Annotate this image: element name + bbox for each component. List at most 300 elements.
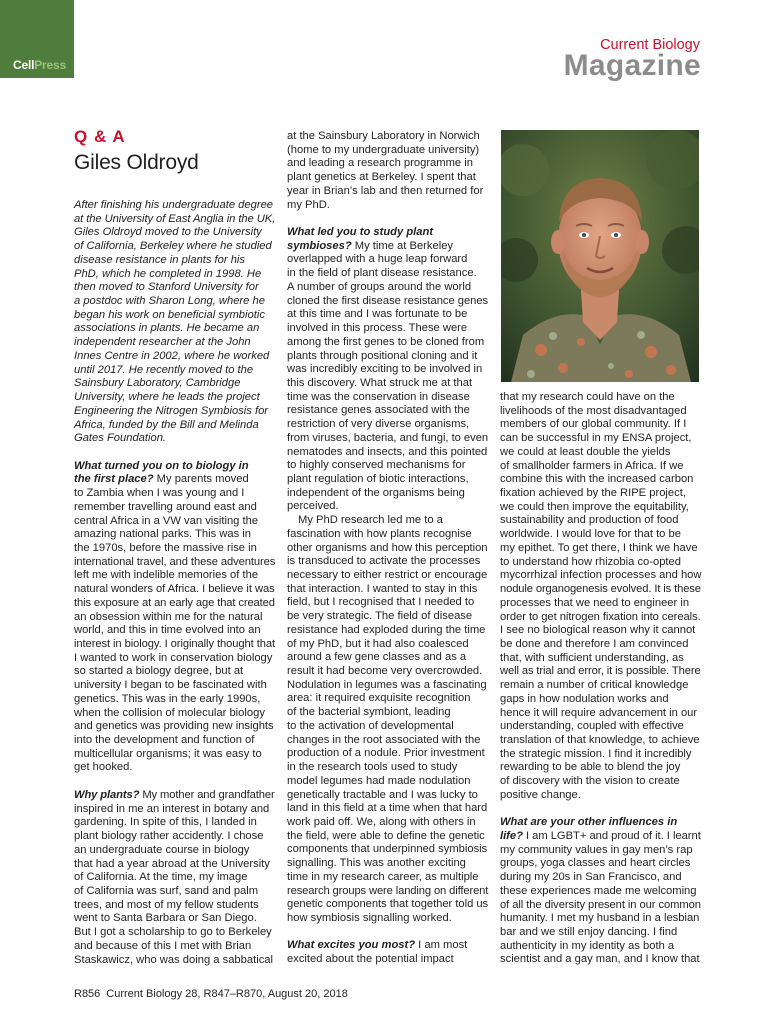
answer-text: remember travelling around east and (74, 500, 257, 513)
answer-text: at the Sainsbury Laboratory in Norwich (287, 130, 480, 142)
answer-text: we could at least double the yields (500, 445, 671, 458)
answer-text: University, where he leads the project (74, 391, 260, 404)
text-line (500, 748, 700, 762)
text-line (74, 748, 274, 762)
text-line (500, 514, 700, 528)
question-text: the first place? (74, 473, 154, 486)
question-text: What turned you on to biology in (74, 459, 249, 472)
answer-text: until 2017. He recently moved to the (74, 363, 254, 376)
answer-text: time was the conservation in disease (287, 390, 470, 403)
answer-text: these experiences made me welcoming (500, 884, 697, 897)
text-line (287, 446, 487, 460)
text-line (74, 611, 274, 625)
article-kicker: Q & A (74, 127, 126, 146)
text-line (287, 459, 487, 473)
text-line (74, 556, 274, 570)
answer-text: groups, yoga classes and heart circles (500, 857, 691, 870)
answer-text: research groups were landing on different (287, 884, 489, 897)
answer-text: left me with indelible memories of the (74, 569, 259, 582)
intro-line (74, 295, 274, 309)
answer-text: central Africa in a VW van visiting the (74, 514, 259, 527)
answer-text: authenticity in my identity as both a (500, 939, 675, 952)
answer-text: Staskawicz, who was doing a sabbatical (74, 953, 273, 966)
answer-text: components that underpinned symbiosis (287, 843, 488, 856)
answer-text: gardening. In spite of this, I landed in (74, 816, 257, 829)
answer-text: plants through positional cloning and it (287, 349, 478, 362)
text-line (500, 844, 700, 858)
text-line (500, 611, 700, 625)
text-line (74, 638, 274, 652)
paragraph-gap (74, 446, 274, 460)
answer-text: then moved to Stanford University for (74, 281, 259, 294)
answer-text: time in my research career, as multiple (287, 870, 479, 883)
answer-text: of all the diversity present in our common (500, 898, 701, 911)
answer-text: plant genetics at Berkeley. I spent that (287, 171, 476, 184)
answer-text: and leading a research programme in (287, 157, 473, 170)
answer-text: My time at Berkeley (351, 239, 454, 252)
text-line (500, 542, 700, 556)
text-line (287, 885, 487, 899)
text-line (287, 871, 487, 885)
intro-line (74, 364, 274, 378)
answer-text: this discovery. What struck me at that (287, 376, 473, 389)
answer-text: mycorrhizal infection processes and how (500, 569, 702, 582)
intro-line (74, 419, 274, 433)
paragraph-gap (287, 926, 487, 940)
answer-text: changes in the root associated with the (287, 733, 481, 746)
answer-text: my community values in gay men’s rap (500, 843, 693, 856)
text-line (500, 693, 700, 707)
text-line (287, 500, 487, 514)
text-line (500, 638, 700, 652)
text-line (287, 295, 487, 309)
text-column-3 (500, 391, 700, 967)
text-line (500, 720, 700, 734)
text-line (287, 377, 487, 391)
answer-text: of the bacterial symbiont, leading (287, 706, 451, 719)
answer-text: result it had become very overcrowded. (287, 665, 483, 678)
text-line (287, 226, 487, 240)
question-text: What excites you most? (287, 939, 416, 952)
answer-text: I wanted to work in conservation biology (74, 651, 273, 664)
text-line (287, 898, 487, 912)
text-line (74, 693, 274, 707)
answer-text: when the collision of molecular biology (74, 706, 265, 719)
text-line (500, 460, 700, 474)
question-text: What are your other influences in (500, 816, 678, 829)
answer-text: this exposure at an early age that created (74, 596, 275, 609)
text-line (287, 555, 487, 569)
question-text: Why plants? (74, 788, 140, 801)
answer-text: Innes Centre in 2002, where he worked (74, 349, 270, 362)
answer-text: gaps in how nodulation works and (500, 692, 669, 705)
answer-text: scientist and a gay man, and I know that (500, 953, 700, 966)
text-line (287, 651, 487, 665)
text-line (74, 858, 274, 872)
answer-text: fascination with how plants recognise (287, 527, 472, 540)
answer-text: Gates Foundation. (74, 432, 167, 445)
text-line (287, 569, 487, 583)
text-line (287, 336, 487, 350)
text-line (287, 596, 487, 610)
answer-text: and because of this I met with Brian (74, 939, 252, 952)
answer-text: overlapped with a huge leap forward (287, 253, 468, 266)
answer-text: excited about the potential impact (287, 953, 454, 966)
text-line (74, 487, 274, 501)
text-line (500, 652, 700, 666)
answer-text: year in Brian’s lab and then returned for (287, 184, 484, 197)
answer-text: positive change. (500, 788, 581, 801)
answer-text: at the University of East Anglia in the UK, (74, 212, 276, 225)
text-line (500, 528, 700, 542)
intro-line (74, 254, 274, 268)
journal-name: Current Biology (600, 37, 700, 53)
text-line (287, 734, 487, 748)
answer-text: university I began to be fascinated with (74, 679, 267, 692)
text-line (287, 843, 487, 857)
text-line (287, 171, 487, 185)
answer-text: international travel, and these adventures (74, 555, 276, 568)
answer-text: resistance had exploded during the time (287, 623, 486, 636)
text-line (500, 899, 700, 913)
answer-text: amazing national parks. This was in (74, 528, 252, 541)
answer-text: to understand how rhizobia co-opted (500, 555, 681, 568)
text-line (74, 624, 274, 638)
intro-line (74, 405, 274, 419)
text-line (74, 583, 274, 597)
answer-text: inspired in me an interest in botany and (74, 802, 270, 815)
answer-text: My parents moved (153, 473, 249, 486)
answer-text: I am most (415, 939, 468, 952)
answer-text: production of a nodule. Prior investment (287, 747, 485, 760)
text-line (500, 816, 700, 830)
answer-text: in the field of plant disease resistance. (287, 267, 477, 280)
answer-text: from viruses, bacteria, and fungi, to even (287, 431, 489, 444)
answer-text: independent researcher at the John (74, 336, 251, 349)
answer-text: members of our global community. If I (500, 418, 687, 431)
answer-text: nematodes and insects, and this pointed (287, 445, 488, 458)
text-line (74, 515, 274, 529)
text-line (287, 281, 487, 295)
answer-text: I am LGBT+ and proud of it. I learnt (522, 830, 701, 842)
answer-text: genetically tractable and I was lucky to (287, 788, 478, 801)
answer-text: and genetics was providing new insights (74, 720, 274, 733)
text-line (74, 789, 274, 803)
text-line (287, 583, 487, 597)
answer-text: model legumes had made nodulation (287, 774, 471, 787)
text-line (500, 761, 700, 775)
answer-text: livelihoods of the most disadvantaged (500, 404, 687, 417)
section-name: Magazine (563, 49, 701, 82)
text-line (287, 432, 487, 446)
answer-text: genetic components that together told us (287, 898, 489, 911)
answer-text: went to Santa Barbara or San Diego. (74, 912, 257, 925)
answer-text: that my research could have on the (500, 391, 675, 403)
answer-text: of California. At the time, my image (74, 871, 248, 884)
text-line (500, 501, 700, 515)
text-line (500, 707, 700, 721)
answer-text: the field, were able to define the genetic (287, 829, 485, 842)
answer-text: of California, Berkeley where he studied (74, 240, 272, 253)
text-line (74, 720, 274, 734)
intro-line (74, 281, 274, 295)
answer-text: land in this field at a time when that hard (287, 802, 488, 815)
text-line (500, 418, 700, 432)
answer-text: understanding, coupled with effective (500, 720, 684, 733)
paragraph-gap (287, 212, 487, 226)
text-line (287, 363, 487, 377)
intro-line (74, 377, 274, 391)
text-line (287, 542, 487, 556)
answer-text: that interaction. I wanted to stay in this (287, 582, 478, 595)
answer-text: associations in plants. He became an (74, 322, 260, 335)
answer-text: A number of groups around the world (287, 280, 472, 293)
cellpress-logo (13, 58, 66, 72)
text-line (500, 597, 700, 611)
answer-text: My PhD research led me to a (298, 514, 443, 527)
text-line (74, 954, 274, 968)
text-line (287, 144, 487, 158)
answer-text: my PhD. (287, 198, 330, 211)
text-line (500, 569, 700, 583)
text-line (287, 747, 487, 761)
intro-line (74, 240, 274, 254)
answer-text: perceived. (287, 500, 339, 513)
text-column-1 (74, 199, 274, 967)
text-line (500, 775, 700, 789)
text-line (500, 679, 700, 693)
text-line (74, 816, 274, 830)
answer-text: the strategic mission. I find it incredibly (500, 747, 692, 760)
answer-text: an undergraduate course in biology (74, 843, 250, 856)
text-line (500, 857, 700, 871)
answer-text: Sainsbury Laboratory, Cambridge (74, 377, 241, 390)
answer-text: of my PhD, but it had also coalesced (287, 637, 469, 650)
answer-text: area: it required exquisite recognition (287, 692, 471, 705)
answer-text: plant regulation of biotic interactions, (287, 472, 469, 485)
answer-text: I see no biological reason why it cannot (500, 624, 696, 637)
answer-text: around a few gene classes and as a (287, 651, 467, 664)
interviewee-name: Giles Oldroyd (74, 151, 199, 174)
text-line (74, 871, 274, 885)
text-line (74, 597, 274, 611)
answer-text: can be successful in my ENSA project, (500, 432, 692, 445)
text-line (74, 761, 274, 775)
answer-text: we could then improve the equitability, (500, 500, 689, 513)
text-line (74, 652, 274, 666)
intro-line (74, 432, 274, 446)
answer-text: of smallholder farmers in Africa. If we (500, 459, 684, 472)
text-line (500, 473, 700, 487)
text-line (287, 761, 487, 775)
text-line (74, 707, 274, 721)
intro-line (74, 213, 274, 227)
answer-text: genetics. This was in the early 1990s, (74, 692, 261, 705)
text-line (287, 939, 487, 953)
text-line (500, 391, 700, 405)
text-line (74, 679, 274, 693)
text-line (74, 734, 274, 748)
text-line (287, 157, 487, 171)
text-line (500, 583, 700, 597)
text-line (287, 350, 487, 364)
answer-text: be very strategic. The field of disease (287, 610, 473, 623)
answer-text: natural wonders of Africa. I believe it was (74, 583, 275, 596)
answer-text: a postdoc with Sharon Long, where he (74, 295, 265, 308)
text-line (287, 240, 487, 254)
answer-text: nodule organogenesis evolved. It is these (500, 583, 701, 596)
paragraph-gap (500, 803, 700, 817)
text-line (74, 885, 274, 899)
answer-text: order to get nitrogen fixation into cereals. (500, 610, 701, 623)
answer-text: field, but I recognised that I needed to (287, 596, 475, 609)
text-line (287, 692, 487, 706)
text-line (287, 130, 487, 144)
text-line (74, 473, 274, 487)
answer-text: combine this with the increased carbon (500, 473, 694, 486)
answer-text: in the research tools used to study (287, 761, 458, 774)
text-line (287, 308, 487, 322)
answer-text: (home to my undergraduate university) (287, 143, 480, 156)
text-line (287, 816, 487, 830)
answer-text: world, and this in time evolved into an (74, 624, 261, 637)
intro-line (74, 336, 274, 350)
text-line (287, 487, 487, 501)
text-line (500, 789, 700, 803)
text-line (287, 912, 487, 926)
answer-text: other organisms and how this perception (287, 541, 488, 554)
answer-text: resistance genes associated with the (287, 404, 470, 417)
text-line (287, 253, 487, 267)
answer-text: bar and we still enjoy dancing. I find (500, 926, 678, 939)
text-line (287, 610, 487, 624)
answer-text: that had a year abroad at the University (74, 857, 270, 870)
text-line (74, 542, 274, 556)
text-line (287, 624, 487, 638)
answer-text: fixation achieved by the RIPE project, (500, 487, 686, 500)
text-line (287, 830, 487, 844)
intro-line (74, 350, 274, 364)
answer-text: But I got a scholarship to go to Berkeley (74, 926, 272, 939)
text-line (74, 528, 274, 542)
text-line (287, 199, 487, 213)
answer-text: sustainability and production of food (500, 514, 679, 527)
answer-text: of discovery with the vision to create (500, 775, 680, 788)
text-line (287, 514, 487, 528)
portrait-photo-graphic (501, 130, 699, 382)
text-line (287, 638, 487, 652)
answer-text: restriction of very diverse organisms, (287, 418, 470, 431)
text-column-2 (287, 130, 487, 967)
text-line (287, 789, 487, 803)
text-line (287, 391, 487, 405)
text-line (287, 706, 487, 720)
text-line (500, 871, 700, 885)
answer-text: the 1970s, before the massive rise in (74, 541, 257, 554)
answer-text: rewarding to be able to blend the joy (500, 761, 681, 774)
cellpress-logo-cell: Cell (13, 58, 35, 72)
answer-text: an obsession within me for the natural (74, 610, 263, 623)
text-line (500, 885, 700, 899)
text-line (287, 857, 487, 871)
answer-text: PhD, which he completed in 1998. He (74, 267, 262, 280)
answer-text: Engineering the Nitrogen Symbiosis for (74, 404, 269, 417)
answer-text: involved in this process. These were (287, 322, 468, 335)
text-line (500, 926, 700, 940)
answer-text: necessary to either restrict or encourage (287, 569, 488, 581)
text-line (500, 556, 700, 570)
text-line (500, 912, 700, 926)
answer-text: plant biology rather accidently. I chose (74, 830, 264, 843)
intro-line (74, 322, 274, 336)
text-line (287, 720, 487, 734)
text-line (287, 322, 487, 336)
text-line (74, 569, 274, 583)
text-line (287, 418, 487, 432)
citation: Current Biology 28, R847–R870, August 20, 2018 (106, 988, 348, 1000)
text-line (500, 432, 700, 446)
text-line (287, 665, 487, 679)
intro-line (74, 309, 274, 323)
question-text: symbioses? (287, 239, 352, 252)
text-line (500, 953, 700, 967)
answer-text: into the development and function of (74, 734, 255, 747)
answer-text: was incredibly exciting to be involved in (287, 363, 483, 376)
intro-line (74, 199, 274, 213)
text-line (287, 775, 487, 789)
text-line (287, 953, 487, 967)
answer-text: during my 20s in San Francisco, and (500, 871, 682, 884)
answer-text: to highly conserved mechanisms for (287, 459, 466, 472)
answer-text: my epithet. To get there, I think we have (500, 541, 698, 554)
answer-text: to Zambia when I was young and I (74, 487, 245, 500)
answer-text: After finishing his undergraduate degree (74, 199, 274, 211)
intro-line (74, 268, 274, 282)
text-line (74, 899, 274, 913)
answer-text: of California was surf, sand and palm (74, 884, 259, 897)
answer-text: is transduced to activate the processes (287, 555, 481, 568)
text-line (74, 501, 274, 515)
answer-text: among the first genes to be cloned from (287, 335, 485, 348)
text-line (500, 665, 700, 679)
text-line (287, 528, 487, 542)
intro-line (74, 391, 274, 405)
question-text: What led you to study plant (287, 226, 434, 239)
page-number: R856 (74, 988, 101, 1000)
text-line (287, 473, 487, 487)
text-line (500, 940, 700, 954)
text-line (287, 679, 487, 693)
text-line (500, 734, 700, 748)
answer-text: multicellular organisms; it was easy to (74, 747, 262, 760)
text-line (500, 405, 700, 419)
answer-text: that, with sufficient understanding, as (500, 651, 684, 664)
answer-text: trees, and most of my fellow students (74, 898, 259, 911)
text-line (287, 185, 487, 199)
answer-text: independent of the organisms being (287, 486, 465, 499)
text-line (74, 830, 274, 844)
text-line (74, 912, 274, 926)
answer-text: processes that we need to engineer in (500, 596, 690, 609)
question-text: life? (500, 830, 523, 842)
answer-text: well as trial and error, it is possible. There (500, 665, 701, 678)
text-line (500, 830, 700, 844)
answer-text: how symbiosis signalling worked. (287, 911, 452, 924)
answer-text: to the activation of developmental (287, 719, 454, 732)
text-line (74, 844, 274, 858)
text-line (287, 802, 487, 816)
answer-text: remain a number of critical knowledge (500, 679, 689, 692)
